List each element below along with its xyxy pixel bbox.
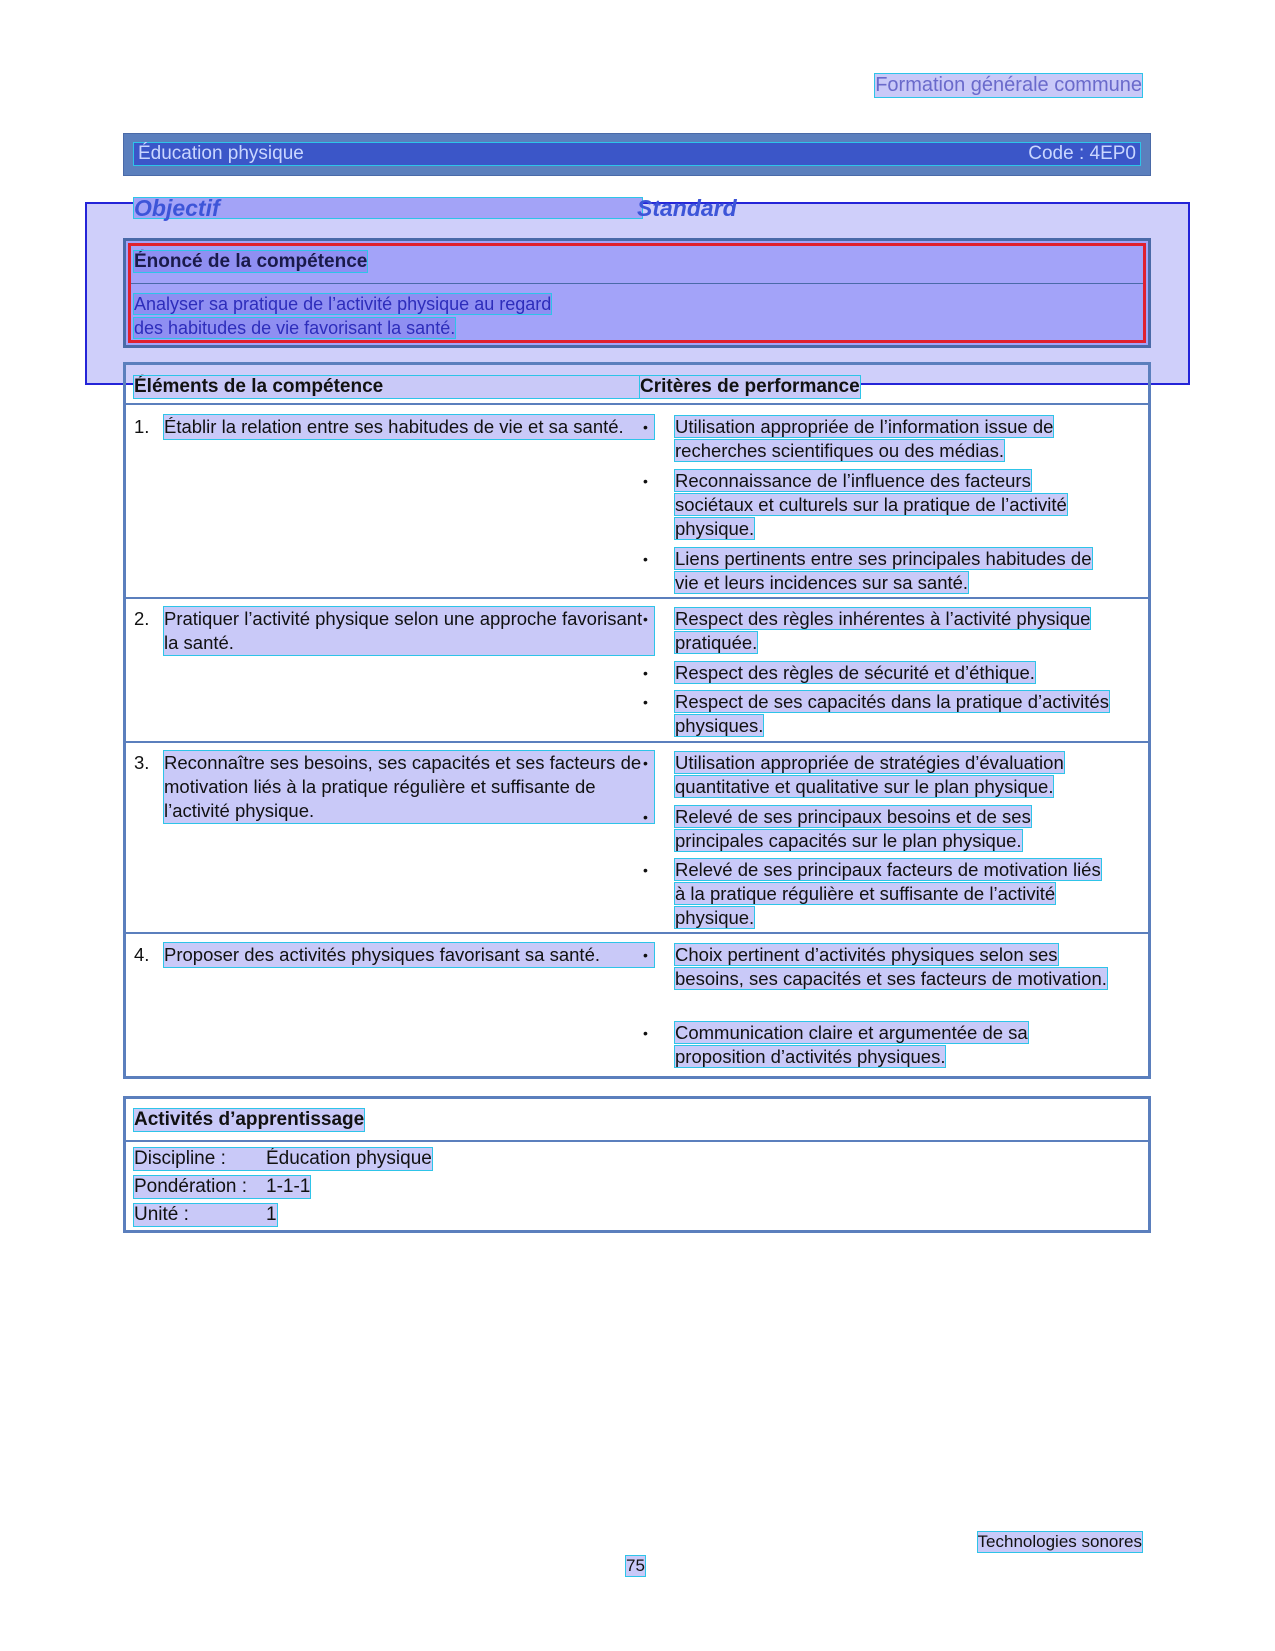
ponderation-row: [134, 1176, 310, 1198]
ponderation-value: 1-1-1: [266, 1176, 311, 1197]
criterion-item: • Utilisation appropriée de l’information issue de recherches scientifiques ou des médias.: [643, 416, 1054, 461]
table-row: [134, 415, 654, 439]
unite-row: [134, 1204, 277, 1226]
table-header-divider: [123, 403, 1151, 405]
element-number: 2.: [134, 608, 150, 629]
criterion-item: • Reconnaissance de l’influence des facteurs sociétaux et culturels sur la pratique de l’activité physique.: [643, 470, 1067, 539]
table-row: [134, 607, 654, 655]
enonce-title: Énoncé de la compétence: [134, 251, 368, 272]
criterion-item: • Communication claire et argumentée de sa proposition d’activités physiques.: [643, 1022, 1028, 1067]
element-text: Établir la relation entre ses habitudes de vie et sa santé.: [164, 415, 654, 439]
standard-label: Standard: [637, 195, 737, 221]
criterion-item: • Relevé de ses principaux facteurs de motivation liés à la pratique régulière et suffisante de l’activité physique.: [643, 859, 1101, 928]
criterion-item: • Respect de ses capacités dans la pratique d’activités physiques.: [643, 691, 1109, 736]
table-row-divider: [123, 597, 1151, 599]
table-row: [134, 751, 654, 823]
element-number: 1.: [134, 416, 150, 437]
activites-title: Activités d’apprentissage: [134, 1109, 365, 1130]
bullet-icon: •: [643, 694, 648, 710]
footer-program: Technologies sonores: [977, 1532, 1142, 1551]
table-row-divider: [123, 741, 1151, 743]
bullet-icon: •: [643, 1025, 648, 1041]
enonce-divider: [131, 283, 1143, 284]
col-header-elements: Éléments de la compétence: [134, 376, 654, 398]
element-text: Proposer des activités physiques favorisant sa santé.: [164, 943, 654, 967]
bullet-icon: •: [643, 419, 648, 435]
col-header-criteres: Critères de performance: [640, 376, 860, 397]
criterion-item: • Choix pertinent d’activités physiques selon ses besoins, ses capacités et ses facteurs de motivation.: [643, 944, 1107, 989]
criterion-item: • Respect des règles inhérentes à l’activité physique pratiquée.: [643, 608, 1091, 653]
page-number: 75: [626, 1556, 645, 1575]
criterion-item: • Relevé de ses principaux besoins et de ses principales capacités sur le plan physique.: [643, 806, 1031, 851]
unite-label: Unité :: [134, 1204, 189, 1225]
course-title-bar: [123, 133, 1151, 176]
discipline-label: Discipline :: [134, 1148, 226, 1169]
bullet-icon: •: [643, 809, 648, 825]
ponderation-label: Pondération :: [134, 1176, 248, 1197]
criterion-item: • Liens pertinents entre ses principales habitudes de vie et leurs incidences sur sa santé.: [643, 548, 1092, 593]
course-code: Code : 4EP0: [1028, 143, 1136, 164]
table-row-divider: [123, 932, 1151, 934]
element-number: 4.: [134, 944, 150, 965]
unite-value: 1: [266, 1204, 277, 1225]
element-number: 3.: [134, 752, 150, 773]
criterion-item: • Utilisation appropriée de stratégies d’évaluation quantitative et qualitative sur le plan physique.: [643, 752, 1064, 797]
criterion-item: • Respect des règles de sécurité et d’éthique.: [643, 662, 1035, 683]
element-text: Reconnaître ses besoins, ses capacités et ses facteurs de motivation liés à la pratique régulière et suffisante de l’activité physique.: [164, 751, 654, 823]
bullet-icon: •: [643, 611, 648, 627]
formation-label: Formation générale commune: [875, 74, 1142, 96]
bullet-icon: •: [643, 755, 648, 771]
objectif-label: Objectif: [134, 195, 220, 221]
bullet-icon: •: [643, 862, 648, 878]
bullet-icon: •: [643, 947, 648, 963]
course-title: Éducation physique: [138, 143, 304, 164]
element-text: Pratiquer l’activité physique selon une approche favorisant la santé.: [164, 607, 654, 655]
bullet-icon: •: [643, 551, 648, 567]
discipline-value: Éducation physique: [266, 1148, 432, 1169]
table-row: [134, 943, 654, 967]
bullet-icon: •: [643, 665, 648, 681]
activites-divider: [123, 1140, 1151, 1142]
bullet-icon: •: [643, 473, 648, 489]
enonce-text: Analyser sa pratique de l’activité physique au regard des habitudes de vie favorisant la santé.: [134, 294, 552, 338]
discipline-row: [134, 1148, 432, 1170]
